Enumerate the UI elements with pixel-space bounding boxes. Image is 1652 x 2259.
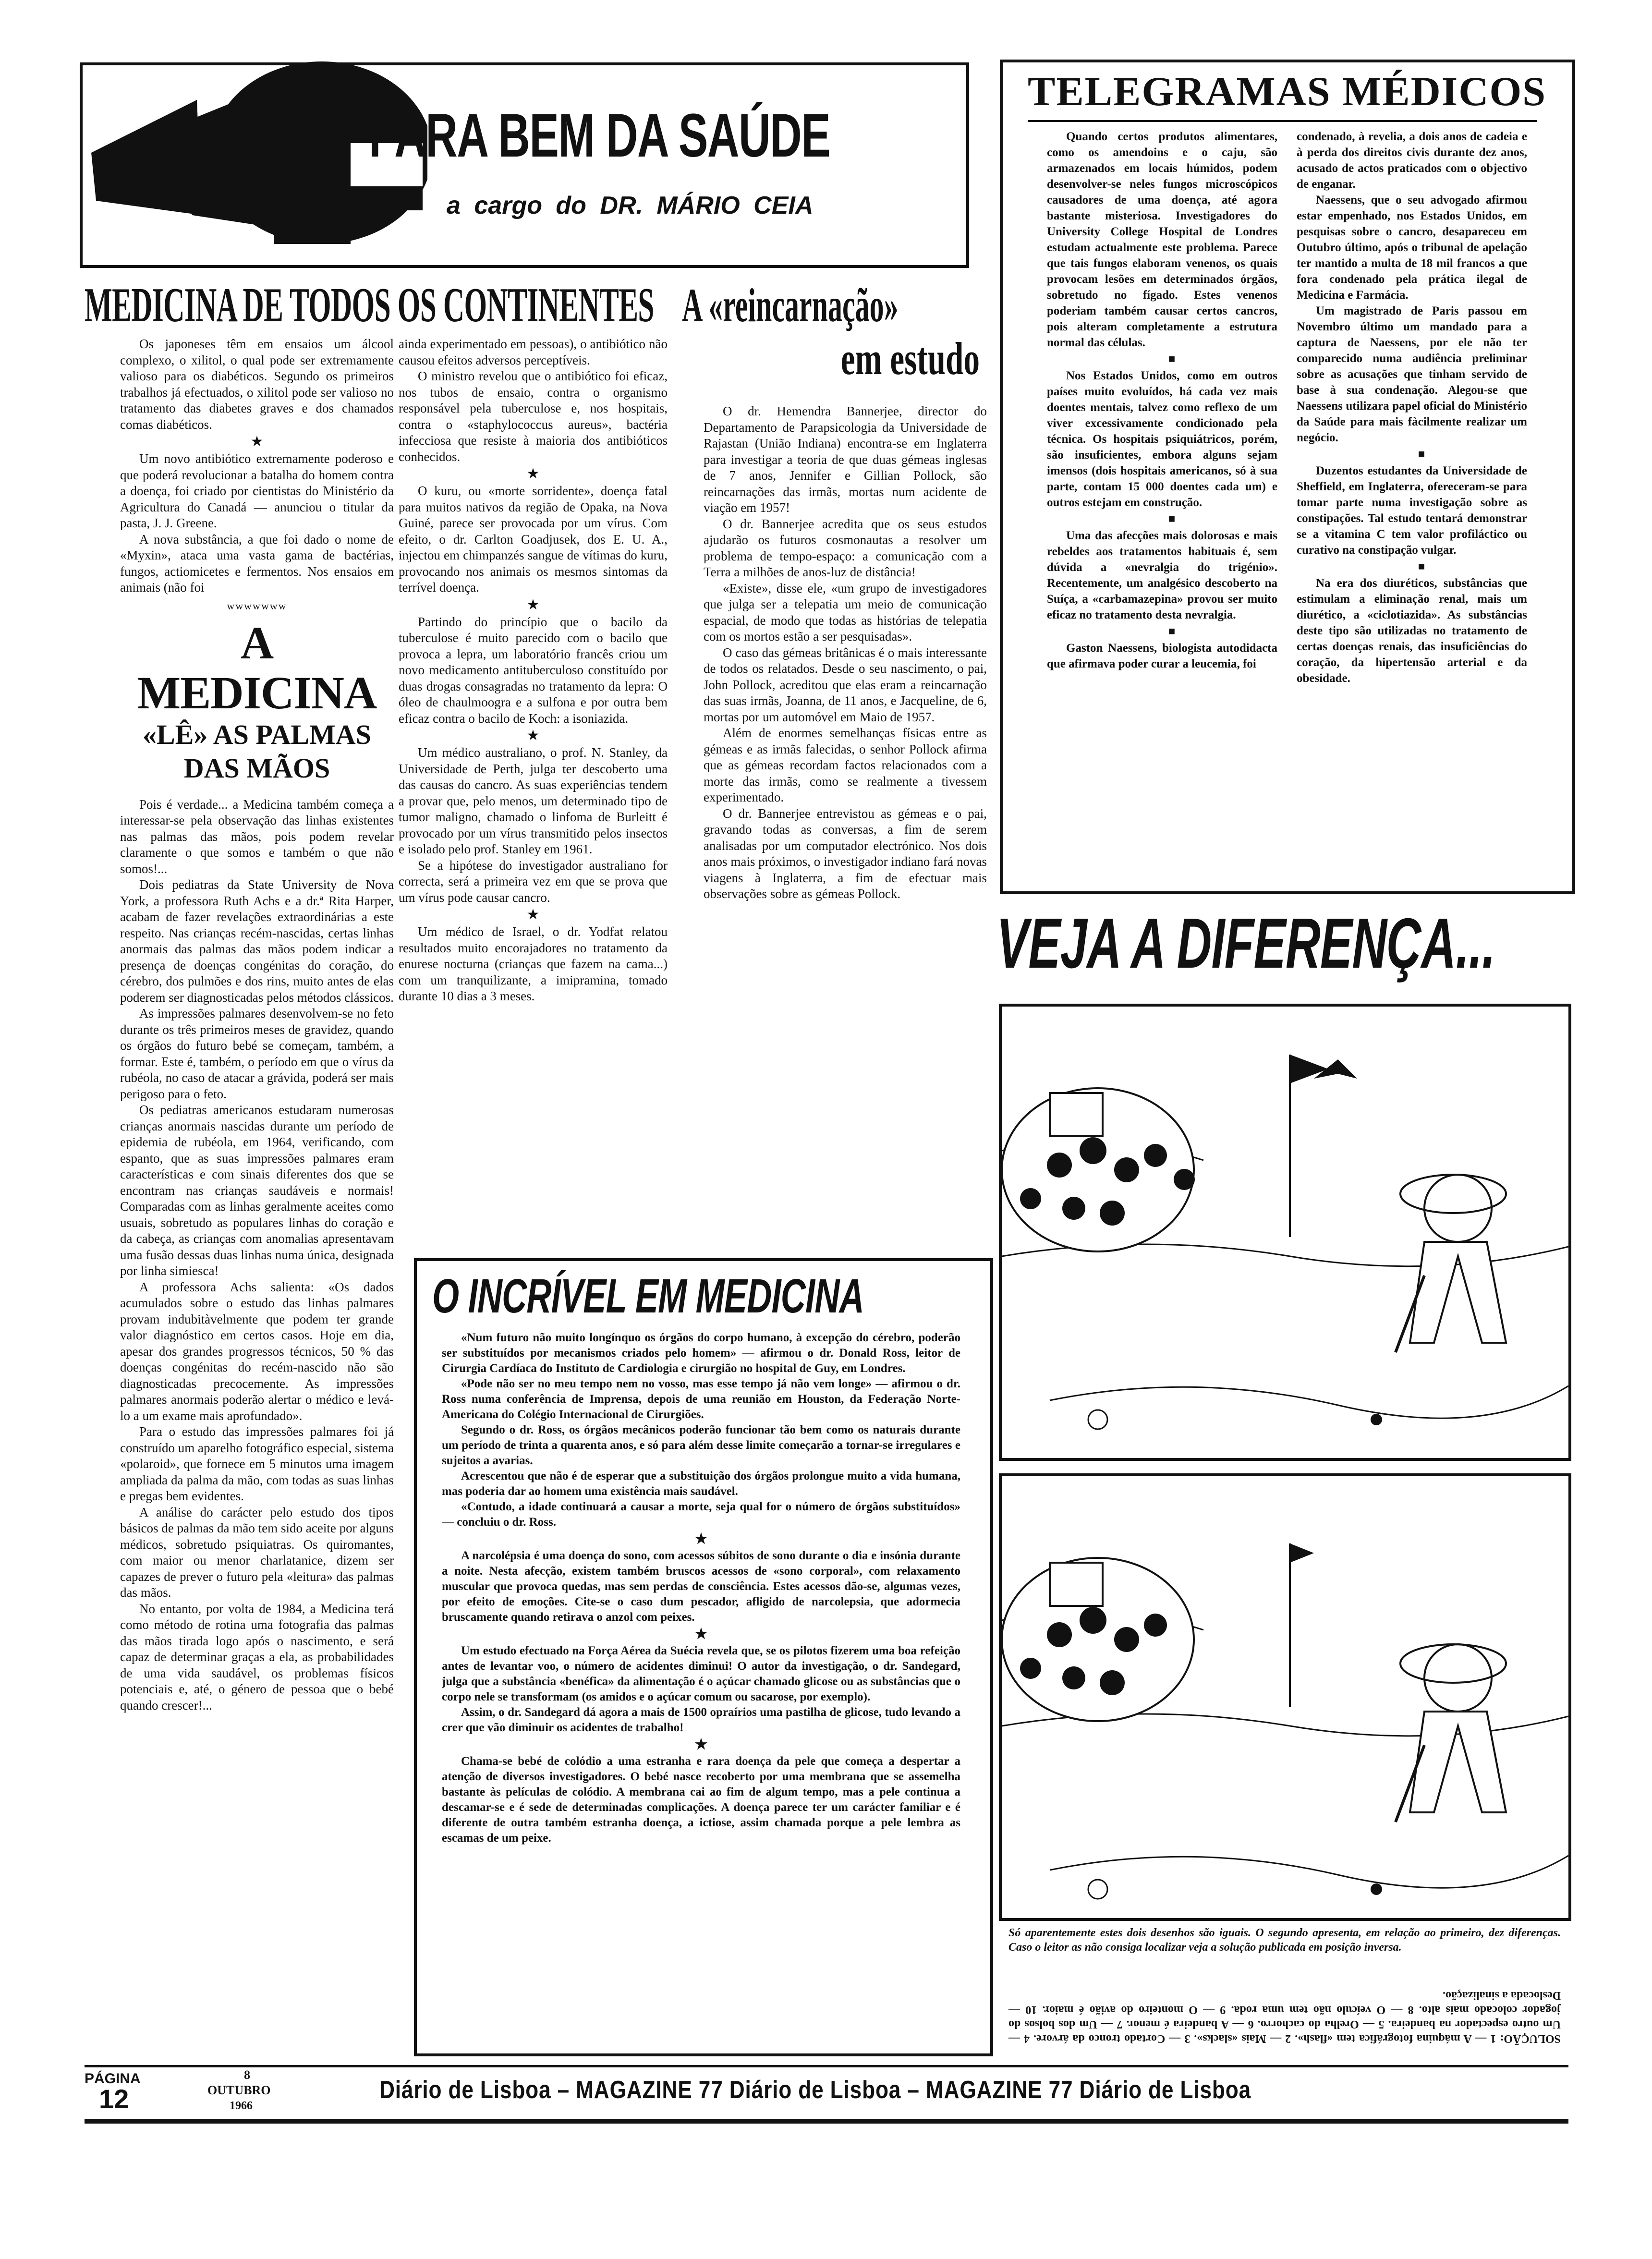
telegrama-text: Na era dos diuréticos, substâncias que estimulam a eliminação renal, mais um diurético, a «ciclotiazida». As substâncias deste tipo são utilizadas no tratamento de certas doenças renais, das insuficiências do coração, da hipertensão arterial e da obesidade. [1297,577,1527,685]
veja-title: VEJA A DIFERENÇA... [996,904,1495,983]
telegrama-text: Quando certos produtos alimentares, como os amendoins e o caju, são armazenados em locais húmidos, podem desenvolver-se neles fungos microscópicos causadores de uma doença, até agora bastante misteriosa. Investigadores do University College Hospital de Londres estudam actualmente este problema. Parece que tais fungos elaboram venenos, os quais provocam lesões em determinados órgãos, sobretudo no fígado. Estes venenos poderiam também causar certos cancros, pois alteram completamente a estrutura normal das células. [1047,130,1277,349]
veja-caption: Só aparentemente estes dois desenhos são iguais. O segundo apresenta, em relação ao primeiro, dez diferenças. Caso o leitor as não consiga localizar veja a solução publicada em posição inversa. [1008,1927,1561,1954]
telegrama-text: Nos Estados Unidos, como em outros países muito evoluídos, há cada vez mais doentes mentais, talvez como reflexo de um viver excessivamente condicionado pela técnica. Os hospitais psiquiátricos, porém, são insuficientes, embora alguns sejam imensos (dois hospitais americanos, só à sua parte, contam 15 000 doentes cada um) e outros estejam em construção. [1047,369,1277,509]
star-icon: ★ [526,728,540,743]
article-text: Partindo do princípio que o bacilo da tuberculose é muito parecido com o bacilo que provoca a lepra, um laboratório francês criou um novo medicamento antituberculoso constituído por duas drogas consagradas no tratamento da lepra: O óleo de chaulmoogra e a sulfona e por outra bem eficaz contra o bacilo de Koch: a isoniazida. [399,614,668,726]
footer-top-rule [85,2065,1568,2067]
square-icon: ■ [1418,560,1425,573]
article-text: Além de enormes semelhanças físicas entre as gémeas e as irmãs falecidas, o senhor Pollock afirma que as gémeas recordam factos relacionados com a morte das irmãs, como se realmente a tivessem experimentado. [704,726,987,804]
article-text: Um novo antibiótico extremamente poderoso e que poderá revolucionar a batalha do homem contra a doença, foi criado por cientistas do Ministério da Agricultura do Canadá — anunciou o titular da pasta, J. J. Greene. [120,451,394,530]
headline-palmas-line2: «LÊ» AS PALMAS [143,718,371,750]
article-text: Para o estudo das impressões palmares foi já construído um aparelho fotográfico especial, sistema «polaroid», que fornece em 5 minutos uma imagem ampliada da palma da mão, com todas as suas linhas e pregas bem evidentes. [120,1424,394,1503]
star-icon: ★ [694,1531,708,1547]
footer-page-label: PÁGINA [85,2071,141,2087]
article-text: Pois é verdade... a Medicina também começa a interessar-se pela observação das linhas existentes nas palmas das mãos, pois podem revelar claramente o que somos e também o que não somos!... [120,797,394,876]
article-text: Chama-se bebé de colódio a uma estranha e rara doença da pele que começa a despertar a atenção de diversos investigadores. O bebé nasce recoberto por uma membrana que se assemelha bastante às películas de colódio. A membrana cai ao fim de algum tempo, mas a pele continua a descamar-se e é sede de determinadas complicações. A doença parece ter um carácter familiar e é diferente de outra também estranha doença, a ictiose, assim chamada porque a pele lembra as escamas de um peixe. [442,1755,960,1845]
headline-reincarnacao-line1: A «reincarnação» [681,279,899,332]
square-icon: ■ [1168,625,1176,638]
incrivel-title: O INCRÍVEL EM MEDICINA [432,1269,864,1323]
article-text: Um médico australiano, o prof. N. Stanley, da Universidade de Perth, julga ter descoberto uma das causas do cancro. As suas experiências tendem a provar que, pelo menos, um determinado tipo de tumor maligno, chamado o linfoma de Burleitt é provocado por um vírus transmitido pelos insectos e isolado pelo prof. Stanley em 1961. [399,745,668,856]
article-text: O ministro revelou que o antibiótico foi eficaz, nos tubos de ensaio, contra o organismo responsável pela tuberculose e, nos hospitais, contra o «staphylococcus aureus», bactéria infecciosa que resiste à maioria dos antibióticos conhecidos. [399,369,668,464]
telegrama-text: Gaston Naessens, biologista autodidacta que afirmava poder curar a leucemia, foi [1047,642,1277,670]
telegramas-title: TELEGRAMAS MÉDICOS [1027,68,1547,114]
article-text: Assim, o dr. Sandegard dá agora a mais de 1500 opraírios uma pastilha de glicose, tudo levando a crer que vão diminuir os acidentes de trabalho! [442,1706,960,1734]
telegramas-column-left [1047,129,1277,878]
veja-solution: SOLUÇÃO: 1 — A máquina fotográfica tem «flash». 2 — Mais «slacks». 3 — Cortado tronco da árvore. 4 — Um outro espectador na bandeira. 5 — Orelha do cachorro. 6 — A bandeira é menor. 7 — Um dos bolsos do jogador colocado mais alto. 8 — O veículo não tem uma roda. 9 — O monteiro do avião é maior. 10 — Deslocada a sinalização. [1008,1989,1561,2045]
wave-divider: ᴡᴡᴡᴡᴡᴡᴡ [227,599,287,612]
article-text: As impressões palmares desenvolvem-se no feto durante os três primeiros meses de gravidez, quando os órgãos do futuro bebé se começam, também, a formar. Este é, também, o período em que o vírus da rubéola, no caso de atacar a grávida, poderá ser mais perigoso para o feto. [120,1006,394,1101]
telegramas-column-right [1297,129,1527,878]
article-text: A narcolépsia é uma doença do sono, com acessos súbitos de sono durante o dia e insónia durante a noite. Nesta afecção, existem também bruscos acessos de «sono corporal», com relaxamento muscular que provoca quedas, mas sem perdas de consciência. Estes acessos dão-se, algumas vezes, por efeito de emoções. Cite-se o caso dum pescador, afligido de narcolepsia, que adormecia bruscamente quando retirava o anzol com peixes. [442,1549,960,1624]
star-icon: ★ [694,1626,708,1642]
telegramas-title-rule [1028,120,1537,122]
column-1 [120,336,394,1806]
article-text: No entanto, por volta de 1984, a Medicina terá como método de rotina uma fotografia das palmas das mãos tirada logo após o nascimento, e será capaz de determinar graças a ela, as probabilidades de uma vida saudável, os problemas físicos potenciais e, até, o género de pessoa que o bebé quando crescer!... [120,1601,394,1712]
article-text: O caso das gémeas britânicas é o mais interessante de todos os relatados. Desde o seu nascimento, o pai, John Pollock, acreditou que elas eram a reincarnação das suas irmãs, Joanna, de 11 anos, e Jacqueline, de 6, mortas por um automóvel em Maio de 1957. [704,645,987,724]
article-text: Um estudo efectuado na Força Aérea da Suécia revela que, se os pilotos fizerem uma boa refeição antes de levantar voo, o número de acidentes diminui! O autor da investigação, o dr. Sandegard, julga que a substância «benéfica» da alimentação é o açúcar chamado glicose ou as substâncias que o corpo nele se transformam (os amidos e o açúcar comum ou sacarose, por exemplo). [442,1644,960,1703]
article-text: A análise do carácter pelo estudo dos tipos básicos de palmas da mão tem sido aceite por alguns médicos, sobretudo psiquiatras. Os quiromantes, com maior ou menor charlatanice, dizem ser capazes de prever o futuro pela «leitura» das palmas das mãos. [120,1505,394,1600]
footer-bottom-rule [85,2119,1568,2124]
cartoon-panel-1 [999,1004,1571,1461]
footer-year: 1966 [230,2100,253,2112]
star-icon: ★ [526,596,540,613]
article-text: ainda experimentado em pessoas), o antibiótico não causou efeitos adversos perceptíveis. [399,337,668,367]
article-text: «Existe», disse ele, «um grupo de investigadores que julga ser a telepatia um meio de comunicação espacial, de modo que todas as histórias de telepatia com os mortos estão a ser pesquisadas». [704,581,987,644]
cartoon-panel-2 [999,1473,1571,1921]
telegrama-text: Um magistrado de Paris passou em Novembro último um mandado para a captura de Naessens, por ele não ter comparecido numa audiência preliminar sobre as acusações que tinham servido de base à sua condenação. Alegou-se que Naessens utilizara papel oficial do Ministério da Saúde para mais fàcilmente realizar um negócio. [1297,304,1527,444]
article-text: «Pode não ser no meu tempo nem no vosso, mas esse tempo já não vem longe» — afirmou o dr. Ross numa conferência de Imprensa, depois de uma reunião em Houston, da Federação Norte-Americana do Colégio Internacional de Cirurgiões. [442,1377,960,1421]
headline-reincarnacao-line2: em estudo [840,333,980,384]
article-text: O dr. Bannerjee acredita que os seus estudos ajudarão os futuros cosmonautas a resolver um problema de tempo-espaço: a comunicação com a Terra a milhões de anos-luz de distância! [704,516,987,579]
telegrama-text: Naessens, que o seu advogado afirmou estar empenhado, nos Estados Unidos, em pesquisas sobre o cancro, desapareceu em Outubro último, após o tribunal de apelação ter mantido a multa de 18 mil francos a que fora condenado pela prática ilegal de Medicina e Farmácia. [1297,194,1527,302]
star-icon: ★ [694,1737,708,1752]
column-3 [704,403,987,1268]
headline-reincarnacao [663,279,980,385]
article-text: A professora Achs salienta: «Os dados acumulados sobre o estudo das linhas palmares provam indubitàvelmente que podem ter grande valor diagnóstico em certos casos. Hoje em dia, apesar dos grandes progressos técnicos, 50 % das doenças congénitas do recém-nascido não são diagnosticadas precocemente. As impressões palmares anormais poderão alertar o médico e levá-lo a um exame mais aprofundado». [120,1279,394,1423]
square-icon: ■ [1418,448,1425,461]
article-text: «Contudo, a idade continuará a causar a morte, seja qual for o número de órgãos substituídos» — concluiu o dr. Ross. [442,1500,960,1529]
incrivel-text [442,1330,960,2046]
article-text: Um médico de Israel, o dr. Yodfat relatou resultados muito encorajadores no tratamento da enurese nocturna (crianças que fazem na cama...) com um tranquilizante, a imipramina, tomado durante 10 dias a 3 meses. [399,924,668,1003]
star-icon: ★ [250,434,264,449]
article-text: O kuru, ou «morte sorridente», doença fatal para muitos nativos da região de Opaka, na Nova Guiné, parece ser provocada por um vírus. Com efeito, o dr. Carlton Goadjusek, dos E. U. A., injectou em chimpanzés sangue de vítimas do kuru, provocando nos animais os mesmos sintomas da terrível doença. [399,484,668,595]
square-icon: ■ [1168,513,1176,525]
article-text: A nova substância, a que foi dado o nome de «Myxin», ataca uma vasta gama de bactérias, fungos, actiomicetes e fermentos. Nos ensaios em animais (não foi [120,532,394,595]
footer-month: OUTUBRO [207,2083,271,2097]
column-2 [399,336,668,1277]
footer-day: 8 [244,2068,250,2082]
headline-palmas-line1: A MEDICINA [137,617,377,718]
headline-palmas-line3: DAS MÃOS [183,752,330,784]
telegrama-text: condenado, à revelia, a dois anos de cadeia e à perda dos direitos civis durante dez anos, acusado de actos praticados com o objectivo de enganar. [1297,130,1527,191]
article-text: O dr. Bannerjee entrevistou as gémeas e o pai, gravando todas as conversas, a fim de serem analisadas por um computador electrónico. Nos dois anos mais próximos, o investigador indiano fará novas viagens à Inglaterra, a fim de efectuar mais observações sobre as gémeas Pollock. [704,806,987,901]
article-text: Segundo o dr. Ross, os órgãos mecânicos poderão funcionar tão bem como os naturais durante um período de trinta a quarenta anos, e só para além desse limite começarão a tornar-se irregulares e sujeitos a avarias. [442,1423,960,1467]
telegrama-text: Duzentos estudantes da Universidade de Sheffield, em Inglaterra, ofereceram-se para tomar parte numa investigação sobre as constipações. Tal estudo tentará demonstrar se a vitamina C tem valor profiláctico ou curativo na constipação vulgar. [1297,464,1527,557]
square-icon: ■ [1168,353,1176,365]
headline-palmas [120,618,394,785]
masthead-byline: a cargo do DR. MÁRIO CEIA [447,192,814,219]
article-text: «Num futuro não muito longínquo os órgãos do corpo humano, à excepção do cérebro, poderão ser substituídos por mecanismos criados pelo homem» — afirmou o dr. Donald Ross, leitor de Cirurgia Cardíaca do Instituto de Cardiologia e cirurgião no hospital de Guy, em Londres. [442,1331,960,1375]
masthead-title: PARA BEM DA SAÚDE [369,101,830,170]
telegrama-text: Uma das afecções mais dolorosas e mais rebeldes aos tratamentos habituais é, sem dúvida a «nevralgia do trigénio». Recentemente, um analgésico descoberto na Suíça, a «carbamazepina» provou ser muito eficaz no tratamento desta nevralgia. [1047,529,1277,621]
article-text: Acrescentou que não é de esperar que a substituição dos órgãos prolongue muito a vida humana, mas poderia dar ao homem uma existência mais saudável. [442,1470,960,1498]
golf-cartoon-drawing [1002,1476,1568,1918]
article-text: Os japoneses têm em ensaios um álcool complexo, o xilitol, o qual pode ser extremamente valioso para os diabéticos. Segundo os primeiros trabalhos já efectuados, o xilitol pode ser valioso no tratamento das diabetes graves e dos chamados comas diabéticos. [120,337,394,432]
article-text: O dr. Hemendra Bannerjee, director do Departamento de Parapsicologia da Universidade de Rajastan (União Indiana) encontra-se em Inglaterra para investigar a teoria de que duas gémeas inglesas de 7 anos, Jennifer e Gillian Pollock, são reincarnações das irmãs, mortas num acidente de viação em 1957! [704,404,987,515]
star-icon: ★ [526,907,540,923]
article-text: Dois pediatras da State University de Nova York, a professora Ruth Achs e a dr.ª Rita Harper, acabam de fazer revelações extraordinárias a este respeito. Nas crianças recém-nascidas, certas linhas anormais das palmas das mãos podem indicar a presença de doenças congénitas do coração, do cérebro, dos pulmões e dos rins, muito antes de elas poderem ser diagnosticadas pelos métodos clássicos. [120,877,394,1005]
headline-continentes: MEDICINA DE TODOS OS CONTINENTES [85,278,654,332]
footer-page-number: 12 [99,2084,129,2114]
golf-cartoon-drawing [1002,1007,1568,1458]
article-text: Se a hipótese do investigador australiano for correcta, será a primeira vez em que se prova que um vírus pode causar cancro. [399,858,668,905]
footer-magazine-strip: Diário de Lisboa – MAGAZINE 77 Diário de Lisboa – MAGAZINE 77 Diário de Lisboa [379,2076,1251,2104]
article-text: Os pediatras americanos estudaram numerosas crianças anormais nascidas durante um período de epidemia de rubéola, em 1964, verificando, com espanto, que as suas impressões palmares eram características e com sinais diferentes dos que se encontram nas crianças saudáveis e normais! Comparadas com as linhas geralmente aceites como usuais, sobretudo as populares linhas do coração e da cabeça, as crianças com anomalias apresentavam uma fusão dessas duas linhas numa única, designada por linha simiesca! [120,1103,394,1278]
star-icon: ★ [526,466,540,482]
